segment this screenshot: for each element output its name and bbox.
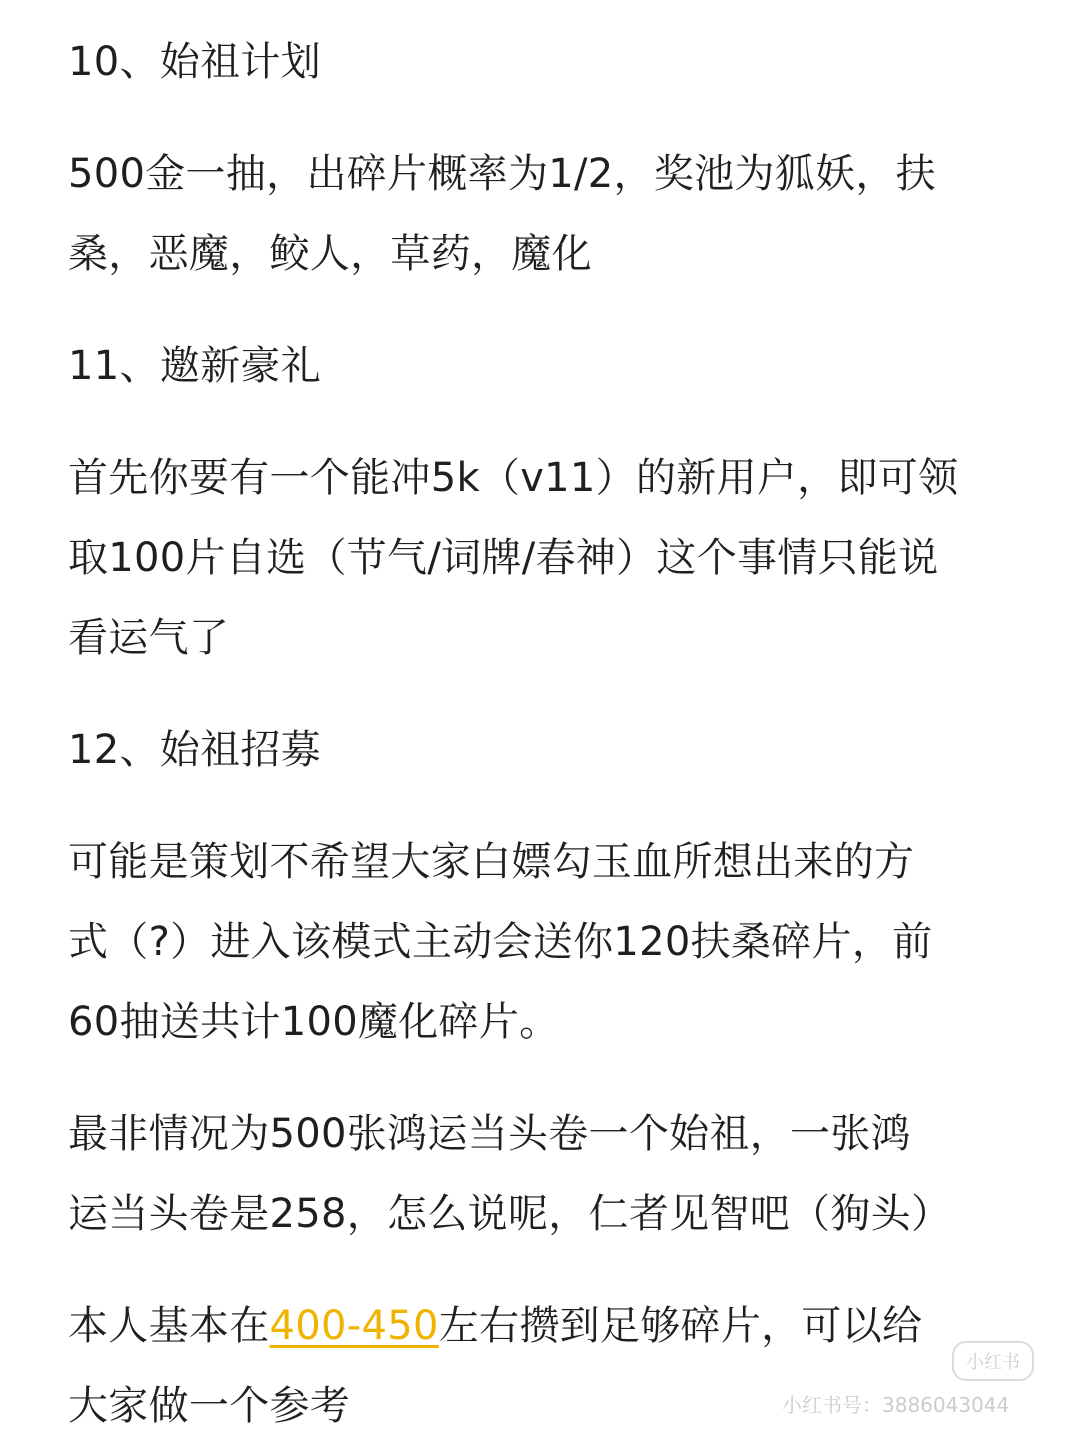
paragraph-gap xyxy=(68,406,1008,438)
section-12-paragraph-3-line-1 xyxy=(68,1286,1008,1366)
section-11-paragraph-line-3: 看运气了 xyxy=(68,615,230,661)
section-11-paragraph-line-1: 首先你要有一个能冲5k（v11）的新用户，即可领 xyxy=(68,455,959,501)
section-10-title: 10、始祖计划 xyxy=(68,39,321,85)
section-12-paragraph-1-line-1: 可能是策划不希望大家白嫖勾玉血所想出来的方 xyxy=(68,839,915,885)
section-12-title: 12、始祖招募 xyxy=(68,727,321,773)
xiaohongshu-logo-watermark: 小红书 xyxy=(952,1341,1034,1381)
section-11-title: 11、邀新豪礼 xyxy=(68,343,321,389)
section-10-paragraph-line-2: 桑，恶魔，鲛人，草药，魔化 xyxy=(68,231,592,277)
paragraph-text-after-highlight: 左右攒到足够碎片，可以给 xyxy=(438,1303,923,1349)
paragraph-text-before-highlight: 本人基本在 xyxy=(68,1303,270,1349)
section-12-paragraph-1-line-3: 60抽送共计100魔化碎片。 xyxy=(68,999,560,1045)
paragraph-gap xyxy=(68,102,1008,134)
paragraph-gap xyxy=(68,294,1008,326)
paragraph-gap xyxy=(68,678,1008,710)
article-content xyxy=(68,22,1008,1446)
section-12-paragraph-2-line-2: 运当头卷是258，怎么说呢，仁者见智吧（狗头） xyxy=(68,1191,952,1237)
paragraph-gap xyxy=(68,790,1008,822)
section-11-paragraph-line-2: 取100片自选（节气/词牌/春神）这个事情只能说 xyxy=(68,535,939,581)
section-12-paragraph-1-line-2: 式（?）进入该模式主动会送你120扶桑碎片，前 xyxy=(68,919,933,965)
section-12-paragraph-2-line-1: 最非情况为500张鸿运当头卷一个始祖，一张鸿 xyxy=(68,1111,911,1157)
paragraph-gap xyxy=(68,1062,1008,1094)
highlighted-range-text: 400-450 xyxy=(269,1303,439,1349)
xiaohongshu-id-watermark: 小红书号：3886043044 xyxy=(782,1393,1010,1417)
section-12-paragraph-3-line-2: 大家做一个参考 xyxy=(68,1383,351,1429)
section-10-paragraph-line-1: 500金一抽，出碎片概率为1/2，奖池为狐妖，扶 xyxy=(68,151,936,197)
paragraph-gap xyxy=(68,1254,1008,1286)
